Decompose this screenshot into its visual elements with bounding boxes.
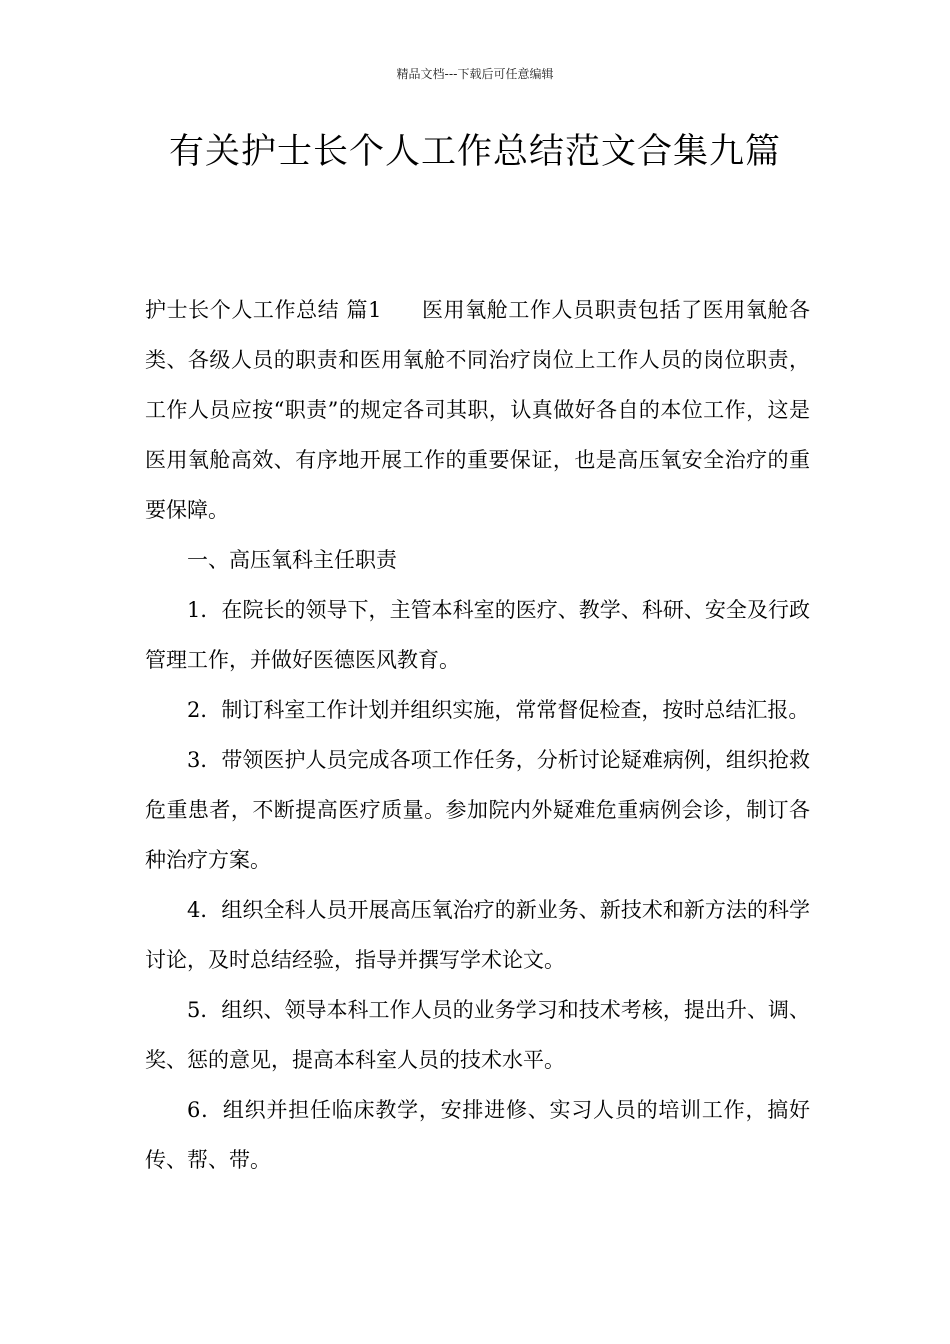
duty-item-3: 3．带领医护人员完成各项工作任务，分析讨论疑难病例，组织抢救危重患者，不断提高医疗质量。参加院内外疑难危重病例会诊，制订各种治疗方案。 [145,748,810,872]
duty-item-4: 4．组织全科人员开展高压氧治疗的新业务、新技术和新方法的科学讨论，及时总结经验，指导并撰写学术论文。 [145,898,810,972]
duty-item-1: 1．在院长的领导下，主管本科室的医疗、教学、科研、安全及行政管理工作，并做好医德医风教育。 [145,598,810,672]
intro-text: 医用氧舱工作人员职责包括了医用氧舱各类、各级人员的职责和医用氧舱不同治疗岗位上工作人员的岗位职责，工作人员应按“职责”的规定各司其职，认真做好各自的本位工作，这是医用氧舱高效、有序地开展工作的重要保证，也是高压氧安全治疗的重要保障。 [145,298,810,522]
document-body [145,285,810,1185]
duty-item-5: 5．组织、领导本科工作人员的业务学习和技术考核，提出升、调、奖、惩的意见，提高本科室人员的技术水平。 [145,998,810,1072]
document-title: 有关护士长个人工作总结范文合集九篇 [168,132,781,172]
header-note: 精品文档---下载后可任意编辑 [396,67,554,81]
duty-item-2: 2．制订科室工作计划并组织实施，常常督促检查，按时总结汇报。 [187,698,810,722]
duty-item-6: 6．组织并担任临床教学，安排进修、实习人员的培训工作，搞好传、帮、带。 [145,1098,810,1172]
intro-paragraph [145,285,810,535]
section-heading: 护士长个人工作总结 篇1 [145,298,382,322]
subsection-heading: 一、高压氧科主任职责 [187,548,397,572]
